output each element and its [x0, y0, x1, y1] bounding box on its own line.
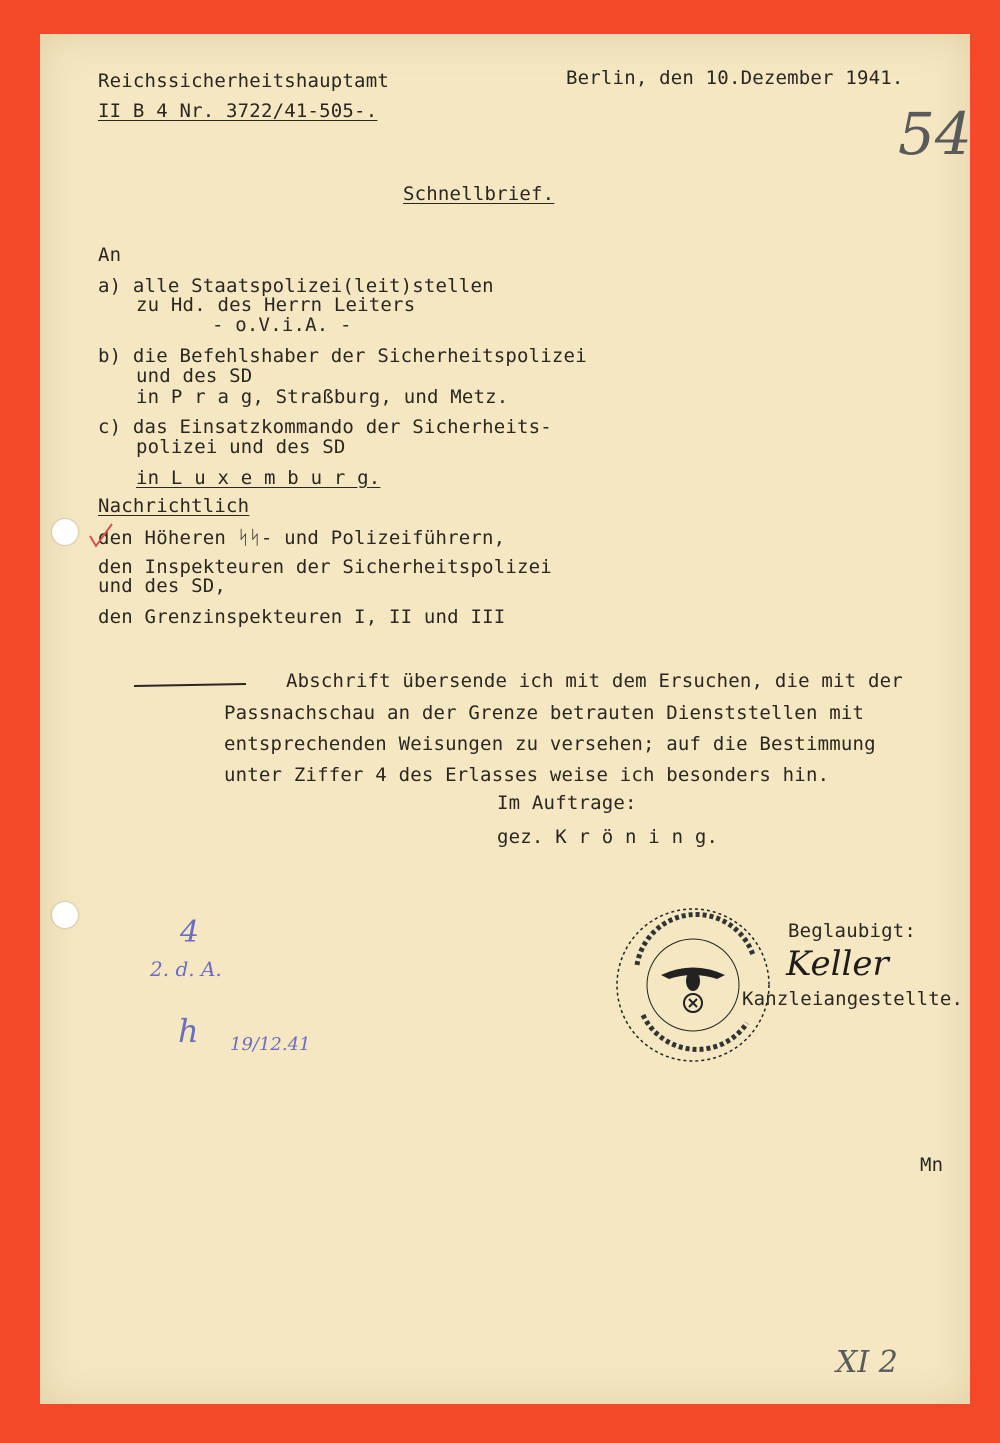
pencil-mark: 4	[180, 915, 200, 950]
bottom-pencil-mark: XI 2	[836, 1345, 898, 1380]
info-line4: den Grenzinspekteuren I, II und III	[98, 606, 506, 628]
addressee-a-line2: zu Hd. des Herrn Leiters	[136, 294, 416, 316]
addressee-b-line2: und des SD	[136, 365, 253, 387]
signature: Keller	[786, 944, 889, 984]
addressee-a-line3: - o.V.i.A. -	[212, 314, 352, 336]
info-label: Nachrichtlich	[98, 495, 250, 517]
info-line2: den Inspekteuren der Sicherheitspolizei	[98, 556, 552, 578]
info-line3: und des SD,	[98, 575, 227, 597]
info-line1: den Höheren ᛋᛋ- und Polizeiführern,	[98, 527, 506, 549]
agency-name: Reichssicherheitshauptamt	[98, 70, 389, 92]
official-seal-icon	[613, 905, 773, 1065]
pencil-initial: h	[178, 1012, 199, 1050]
document-title: Schnellbrief.	[403, 183, 555, 205]
addressee-b-line1: b) die Befehlshaber der Sicherheitspolizei	[98, 345, 587, 367]
addressee-c-line3: in L u x e m b u r g.	[136, 467, 381, 489]
pencil-date: 19/12.41	[230, 1034, 311, 1055]
addressee-b-line3: in P r a g, Straßburg, und Metz.	[136, 386, 509, 408]
place-date: Berlin, den 10.Dezember 1941.	[566, 67, 904, 89]
body-line3: entsprechenden Weisungen zu versehen; auf die Bestimmung	[224, 733, 876, 755]
certifier-title: Kanzleiangestellte.	[742, 988, 964, 1010]
punch-hole-top	[52, 519, 78, 545]
addressee-intro: An	[98, 244, 122, 266]
folio-number: 54	[898, 100, 972, 168]
closing-line2: gez. K r ö n i n g.	[497, 826, 719, 848]
body-line2: Passnachschau an der Grenze betrauten Dienststellen mit	[224, 702, 865, 724]
addressee-a-line1: a) alle Staatspolizei(leit)stellen	[98, 275, 494, 297]
reference-number: II B 4 Nr. 3722/41-505-.	[98, 100, 378, 122]
pencil-note-file: 2. d. A.	[150, 957, 222, 981]
body-line4: unter Ziffer 4 des Erlasses weise ich besonders hin.	[224, 764, 830, 786]
certified-label: Beglaubigt:	[788, 920, 917, 942]
addressee-c-line2: polizei und des SD	[136, 436, 346, 458]
typist-initials: Mn	[920, 1154, 944, 1176]
punch-hole-bottom	[52, 902, 78, 928]
check-mark-icon	[86, 520, 116, 550]
addressee-c-line1: c) das Einsatzkommando der Sicherheits-	[98, 416, 552, 438]
body-line1: Abschrift übersende ich mit dem Ersuchen, die mit der	[286, 670, 903, 692]
closing-line1: Im Auftrage:	[497, 792, 637, 814]
